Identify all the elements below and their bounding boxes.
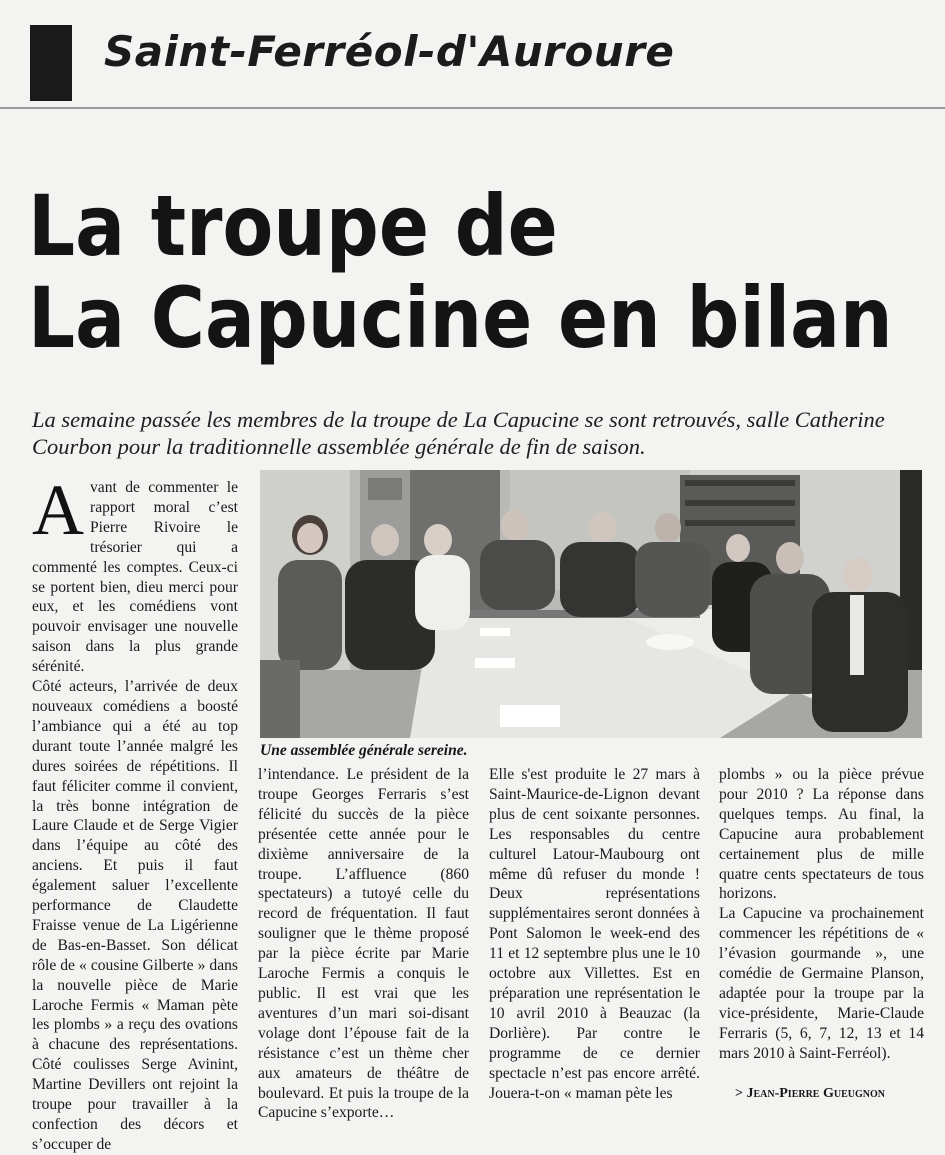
paragraph: l’intendance. Le président de la troupe Georges Ferraris s’est félicité du succès de la pièce présentée cette année pour le dixième anniversaire de la troupe. L’affluence (860 spectateurs) a tutoyé celle du record de fréquentation. Il faut souligner que le thème proposé par la pièce écrite par Marie Laroche Fermis a conquis le public. Il est vrai que les aventures d’un mari soi-disant volage dont l’épouse fait de la résistance c’est un thème cher aux amateurs de théâtre de boulevard. Et puis la troupe de la Capucine s’exporte… (258, 766, 469, 1122)
photo-caption: Une assemblée générale sereine. (260, 742, 468, 759)
article-column-1 (32, 470, 238, 1155)
section-bar (30, 25, 72, 101)
group-photo-image (260, 470, 922, 738)
paragraph-text: vant de commenter le rapport moral c’est Pierre Rivoire le trésorier qui a commenté les comptes. Ceux-ci se portent bien, dieu merci pour eux, et les comédiens vont pouvoir envisager une nouvelle saison dans la plus grande sérénité. (32, 479, 238, 676)
paragraph: Elle s'est produite le 27 mars à Saint-Maurice-de-Lignon devant plus de cent soixante personnes. Les responsables du centre culturel Latour-Maubourg ont même dû refuser du monde ! Deux représentations supplémentaires seront données à Pont Salomon le week-end des 11 et 12 septembre plus une le 10 octobre aux Villettes. Est en préparation une représentation le 10 avril 2010 à Beauzac (la Dorlière). Par contre le programme de ce dernier spectacle n’est pas encore arrêté. Jouera-t-on « maman pète les (489, 766, 700, 1102)
divider (0, 107, 945, 109)
paragraph: plombs » ou la pièce prévue pour 2010 ? La réponse dans quelques temps. Au final, la Capucine aura probablement certainement plus de mille quatre cents spectateurs de tous horizons. (719, 766, 924, 903)
article-column-2 (258, 765, 469, 1123)
paragraph: Côté acteurs, l’arrivée de deux nouveaux comédiens a boosté l’ambiance qui a été au top durant toute l’année malgré les dures soirées de répétitions. Il faut féliciter comme il convient, la très bonne intégration de Laure Claude et de Serge Vigier dans l’équipe au côté des anciens. Et puis il faut également saluer l’excellente performance de Claudette Fraisse venue de La Ligérienne de Bas-en-Basset. Son délicat rôle de « cousine Gilberte » dans la nouvelle pièce de Marie Laroche Fermis « Maman pète les plombs » a reçu des ovations à chacune des représentations. Côté coulisses Serge Avinint, Martine Devillers ont rejoint la troupe pour travailler à la confection des décors et s’occuper de (32, 678, 238, 1153)
headline-line-2: La Capucine en bilan (28, 269, 893, 367)
article-column-4 (719, 765, 924, 1064)
paragraph: La Capucine va prochainement commencer les répétitions de « l’évasion gourmande », une comédie de Germaine Planson, adaptée pour la troupe par la vice-présidente, Marie-Claude Ferraris (5, 6, 7, 12, 13 et 14 mars 2010 à Saint-Ferréol). (719, 905, 924, 1062)
headline (28, 177, 893, 367)
headline-line-1: La troupe de (28, 177, 558, 275)
article-column-3 (489, 765, 700, 1103)
paragraph (32, 470, 238, 677)
lead-paragraph: La semaine passée les membres de la troupe de La Capucine se sont retrouvés, salle Catherine Courbon pour la traditionnelle assemblée générale de fin de saison. (32, 407, 885, 459)
section-title: Saint-Ferréol-d'Auroure (104, 27, 675, 76)
dropcap: A (32, 470, 84, 550)
byline: > Jean-Pierre Gueugnon (735, 1086, 885, 1101)
group-photo (260, 470, 922, 738)
